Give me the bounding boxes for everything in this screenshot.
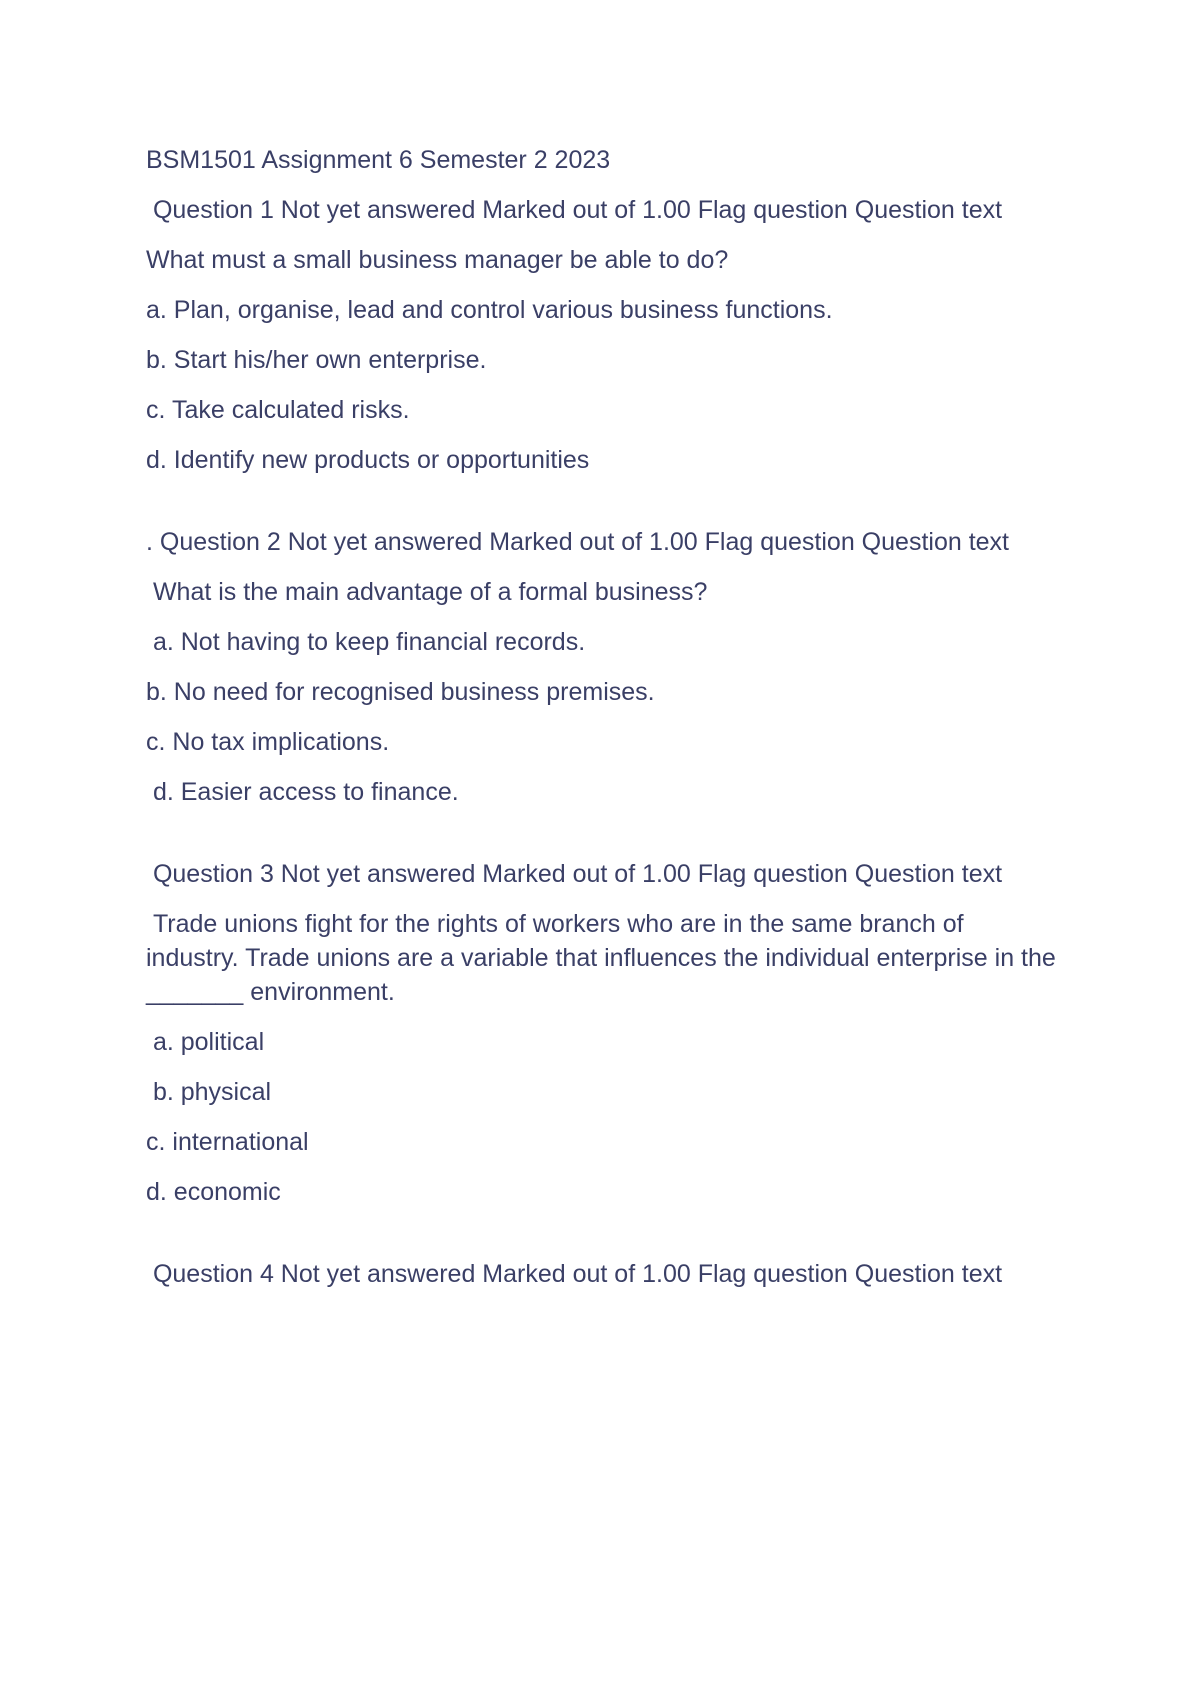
answer-option-d: d. economic (146, 1178, 281, 1206)
question-text: What is the main advantage of a formal business? (146, 578, 708, 606)
question-1 (146, 193, 1056, 477)
answer-option-b: b. Start his/her own enterprise. (146, 346, 487, 374)
answer-option-b: b. physical (146, 1078, 272, 1106)
document-title: BSM1501 Assignment 6 Semester 2 2023 (146, 146, 611, 174)
answer-option-c: c. No tax implications. (146, 728, 390, 756)
answer-option-b: b. No need for recognised business premises. (146, 678, 655, 706)
answer-option-a: a. Plan, organise, lead and control various business functions. (146, 296, 833, 324)
answer-option-a: a. political (146, 1028, 265, 1056)
answer-option-d: d. Identify new products or opportunities (146, 446, 590, 474)
question-2 (146, 525, 1056, 809)
answer-option-d: d. Easier access to finance. (146, 778, 459, 806)
question-header: . Question 2 Not yet answered Marked out of 1.00 Flag question Question text (146, 528, 1009, 556)
answer-option-c: c. Take calculated risks. (146, 396, 410, 424)
answer-option-c: c. international (146, 1128, 309, 1156)
answer-option-a: a. Not having to keep financial records. (146, 628, 586, 656)
question-header: Question 1 Not yet answered Marked out of 1.00 Flag question Question text (146, 196, 1003, 224)
question-3 (146, 857, 1063, 1209)
document-content (146, 143, 1063, 1307)
question-4 (146, 1257, 1056, 1291)
question-text: Trade unions fight for the rights of workers who are in the same branch of industry. Trade unions are a variable that influences the individual enterprise in the _______ environment. (146, 910, 1063, 1006)
question-header: Question 3 Not yet answered Marked out of 1.00 Flag question Question text (146, 860, 1003, 888)
question-header: Question 4 Not yet answered Marked out of 1.00 Flag question Question text (146, 1260, 1003, 1288)
question-text: What must a small business manager be able to do? (146, 246, 729, 274)
